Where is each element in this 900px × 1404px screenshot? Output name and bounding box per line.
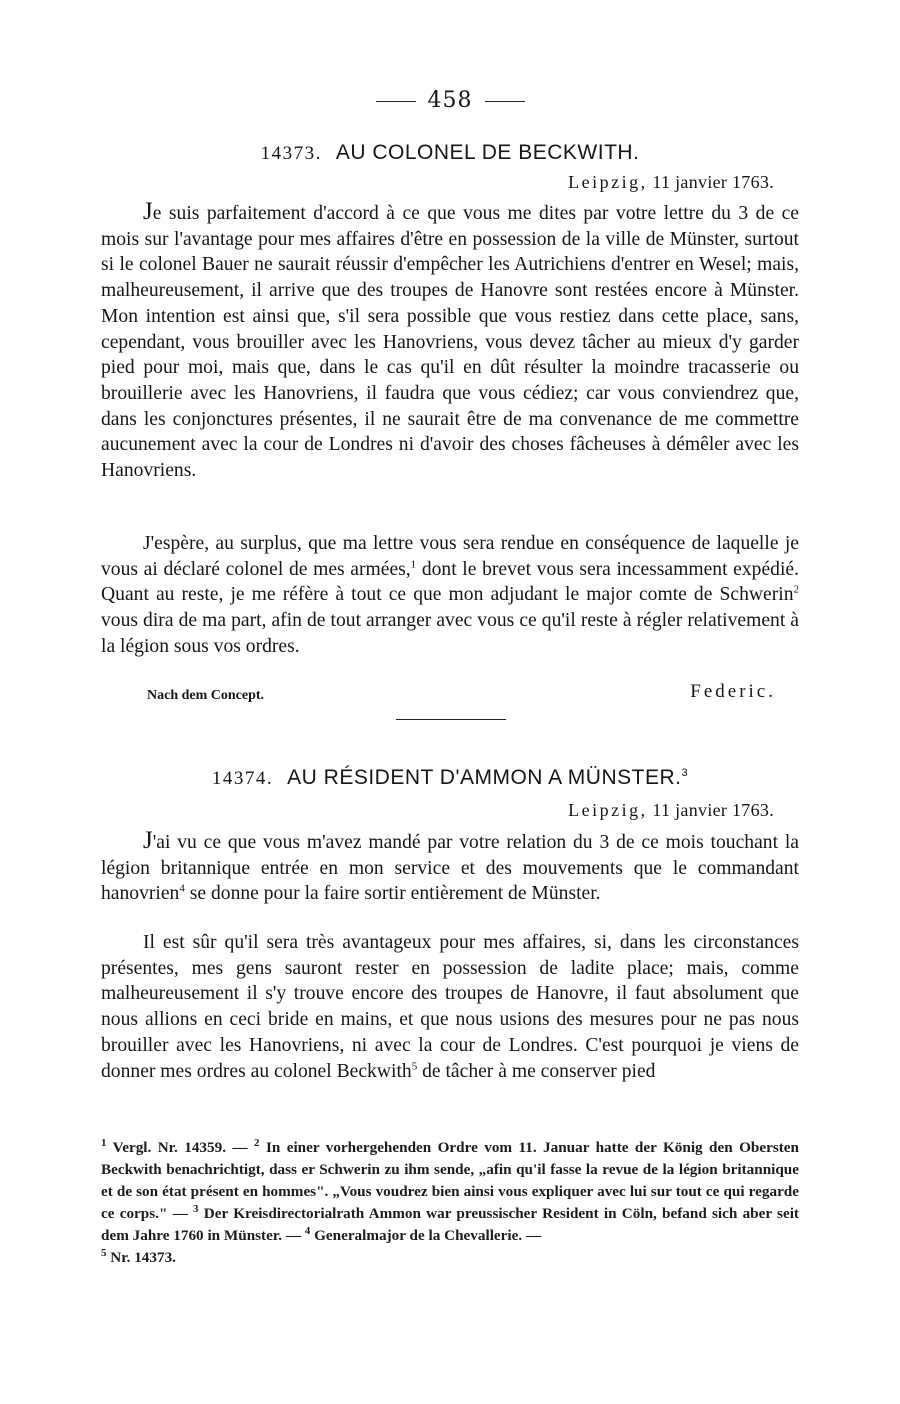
letter-1-paragraph-2-text-a: J'espère, au surplus, que ma lettre vous sera rendue en conséquence de laquelle je vous ai déclaré colonel de mes armées, xyxy=(101,533,799,580)
letter-2-number: 14374. xyxy=(211,768,274,789)
letter-2-paragraph-2 xyxy=(101,930,799,1084)
letter-2-paragraph-1-text-b: se donne pour la faire sortir entièrement de Münster. xyxy=(184,883,601,905)
footnote-2: In einer vorhergehenden Ordre vom 11. Januar hatte der König den Obersten Beckwith benachrichtigt, dass er Schwerin zu ihm sende, „afin qu'il fasse la revue de la légion britannique et de son état présent en hommes". „Vous voudrez bien ainsi vous expliquer avec lui sur tout ce qui regarde ce corps." — xyxy=(101,1139,799,1222)
letter-2-title: AU RÉSIDENT D'AMMON A MÜNSTER. xyxy=(287,766,682,789)
letter-1-number: 14373. xyxy=(260,143,322,164)
letter-2-paragraph-1 xyxy=(101,828,799,907)
footnote-ref-5: 5 xyxy=(411,1059,418,1072)
letter-2-dateline xyxy=(568,800,774,821)
letter-2-heading xyxy=(0,766,900,790)
letter-1-paragraph-2 xyxy=(101,531,799,660)
footnote-1: Vergl. Nr. 14359. — xyxy=(106,1139,255,1156)
letter-2-paragraph-2-text-b: de tâcher à me conserver pied xyxy=(417,1060,656,1082)
letter-1-paragraph-1 xyxy=(101,199,799,484)
page-number xyxy=(0,88,900,113)
footnote-ref-1: 1 xyxy=(410,558,417,571)
letter-2-place: Leipzig, xyxy=(568,800,648,820)
footnote-3: Der Kreisdirectorialrath Ammon war preussischer Resident in Cöln, befand sich aber seit dem Jahre 1760 in Münster. — xyxy=(101,1204,799,1244)
footnote-4-mark: 4 xyxy=(304,1224,311,1237)
page-number-left-dash xyxy=(376,101,416,102)
letter-1-initial: J xyxy=(143,198,153,225)
page-number-right-dash xyxy=(485,101,525,102)
letter-1-place: Leipzig, xyxy=(568,172,648,192)
letter-1-title: AU COLONEL DE BECKWITH. xyxy=(335,141,640,164)
footnote-ref-4: 4 xyxy=(179,882,185,895)
letter-1-heading xyxy=(0,141,900,165)
footnotes xyxy=(101,1137,799,1268)
footnote-5-mark: 5 xyxy=(101,1246,107,1259)
footnote-1-mark: 1 xyxy=(101,1136,107,1149)
letter-1-paragraph-2-text-c: vous dira de ma part, afin de tout arranger avec vous ce qu'il reste à régler relativement à la légion sous vos ordres. xyxy=(101,610,799,657)
letter-1-date: 11 janvier 1763. xyxy=(652,172,774,192)
page-number-text: 458 xyxy=(427,88,473,113)
source-note: Nach dem Concept. xyxy=(147,688,265,703)
signature: Federic. xyxy=(690,681,776,702)
letter-2-date: 11 janvier 1763. xyxy=(652,800,774,820)
letter-2-initial: J xyxy=(143,827,153,854)
letter-2-paragraph-2-text-a: Il est sûr qu'il sera très avantageux pour mes affaires, si, dans les circonstances présentes, mes gens sauront rester en possession de ladite place; mais, comme malheureusement il s'y trouve encore des troupes de Hanovre, il faut absolument que nous allions en ceci bride en mains, et que nous usions des mesures pour ne pas nous brouiller avec les Hanovriens, ni avec la cour de Londres. C'est pourquoi je viens de donner mes ordres au colonel Beckwith xyxy=(101,932,799,1082)
letter-1-paragraph-2-text-b: dont le brevet vous sera incessamment expédié. Quant au reste, je me réfère à tout ce que mon adjudant le major comte de Schwerin xyxy=(101,558,799,606)
section-divider xyxy=(396,719,506,720)
footnote-3-mark: 3 xyxy=(193,1202,199,1215)
letter-1-dateline xyxy=(568,172,774,193)
footnote-ref-3: 3 xyxy=(681,767,689,779)
footnote-2-mark: 2 xyxy=(254,1136,260,1149)
footnote-5: Nr. 14373. xyxy=(106,1248,176,1266)
footnote-4: Generalmajor de la Chevallerie. — xyxy=(310,1226,542,1244)
footnote-ref-2: 2 xyxy=(793,583,799,596)
letter-2-paragraph-1-text-a: 'ai vu ce que vous m'avez mandé par votre relation du 3 de ce mois touchant la légion britannique entrée en mon service et des mouvements que le commandant hanovrien xyxy=(101,832,799,905)
letter-1-paragraph-1-text: e suis parfaitement d'accord à ce que vous me dites par votre lettre du 3 de ce mois sur l'avantage pour mes affaires d'être en possession de la ville de Münster, surtout si le colonel Bauer ne saurait réussir d'empêcher les Autrichiens d'entrer en Wesel; mais, malheureusement, il arrive que des troupes de Hanovre sont restées encore à Münster. Mon intention est ainsi que, s'il sera possible que vous restiez dans cette place, sans, cependant, vous brouiller avec les Hanovriens, vous devez tâcher au mieux d'y garder pied pour moi, mais que, dans le cas qu'il en dût résulter la moindre tracasserie ou brouillerie avec les Hanovriens, il faudra que vous cédiez; car vous conviendrez que, dans les conjonctures présentes, il ne saurait être de ma convenance de me commettre aucunement avec la cour de Londres ni d'avoir des choses fâcheuses à démêler avec les Hanovriens. xyxy=(101,203,799,482)
